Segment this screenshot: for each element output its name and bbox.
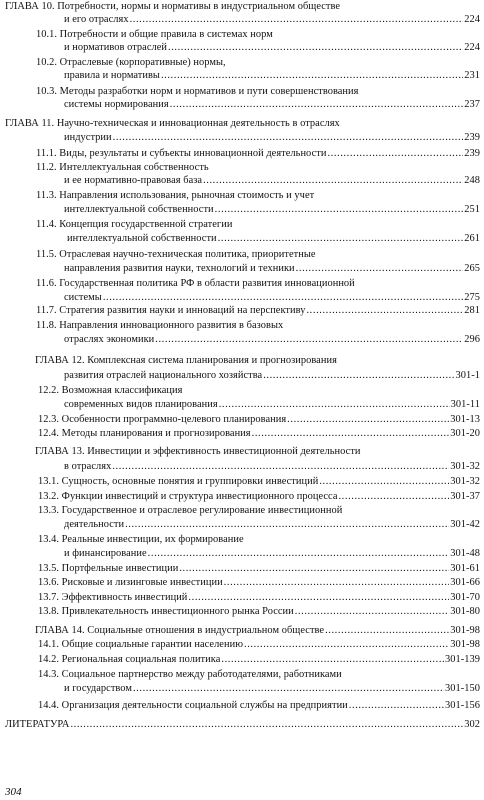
toc-entry — [38, 414, 480, 426]
toc-entry — [64, 175, 480, 187]
toc-entry — [67, 233, 480, 245]
toc-entry-page: 265 — [464, 263, 480, 274]
toc-entry-page: 301-11 — [450, 399, 480, 410]
toc-entry — [64, 292, 480, 304]
dot-leader — [325, 625, 449, 637]
dot-leader — [130, 14, 464, 26]
toc-entry — [38, 606, 480, 618]
toc-entry — [36, 148, 480, 160]
toc-entry — [35, 625, 480, 637]
toc-entry-page: 251 — [464, 204, 480, 215]
toc-entry-page: 301-37 — [450, 491, 480, 502]
toc-entry — [64, 370, 480, 382]
toc-entry-title: отраслях экономики — [64, 334, 155, 345]
toc-entry-title: развития отраслей национального хозяйства — [64, 370, 263, 381]
toc-entry-title: ГЛАВА 13. Инвестиции и эффективность инвестиционной деятельности — [35, 446, 361, 457]
toc-entry-title: системы — [64, 292, 102, 303]
dot-leader — [125, 519, 449, 531]
toc-entry-page: 301-150 — [445, 683, 480, 694]
toc-entry-title: 12.3. Особенности программно-целевого планирования — [38, 414, 287, 425]
toc-entry — [5, 719, 480, 731]
dot-leader — [287, 414, 449, 426]
toc-entry-page: 248 — [464, 175, 480, 186]
toc-entry-page: 301-1 — [455, 370, 480, 381]
toc-entry-title: 13.7. Эффективность инвестиций — [38, 592, 188, 603]
toc-entry-page: 301-66 — [450, 577, 480, 588]
toc-entry-title: 10.2. Отраслевые (корпоративные) нормы, — [36, 57, 226, 68]
dot-leader — [112, 461, 449, 473]
toc-entry-title: правила и нормативы — [64, 70, 160, 81]
dot-leader — [188, 592, 449, 604]
dot-leader — [296, 263, 464, 275]
toc-entry — [38, 654, 480, 666]
dot-leader — [349, 700, 444, 712]
toc-entry-title: 11.8. Направления инновационного развития в базовых — [36, 320, 284, 331]
toc-entry-title: 11.1. Виды, результаты и субъекты инновационной деятельности — [36, 148, 327, 159]
toc-entry-title: в отраслях — [64, 461, 112, 472]
toc-entry — [64, 70, 480, 82]
toc-entry-page: 231 — [464, 70, 480, 81]
toc-entry-title: 13.8. Привлекательность инвестиционного рынка России — [38, 606, 294, 617]
toc-entry-page: 237 — [464, 99, 480, 110]
dot-leader — [133, 683, 444, 695]
dot-leader — [219, 399, 450, 411]
dot-leader — [252, 428, 450, 440]
toc-entry-title: 13.5. Портфельные инвестиции — [38, 563, 179, 574]
dot-leader — [218, 233, 464, 245]
dot-leader — [148, 548, 450, 560]
dot-leader — [338, 491, 449, 503]
toc-entry-title: и его отраслях — [64, 14, 129, 25]
dot-leader — [295, 606, 449, 618]
toc-entry — [64, 99, 480, 111]
toc-entry-page: 301-61 — [450, 563, 480, 574]
toc-entry — [64, 548, 480, 560]
toc-entry-title: интеллектуальной собственности — [67, 233, 217, 244]
toc-entry-page: 301-70 — [450, 592, 480, 603]
dot-leader — [70, 719, 463, 731]
toc-entry-page: 301-139 — [445, 654, 480, 665]
toc-entry-title: и государством — [64, 683, 132, 694]
toc-entry — [38, 563, 480, 575]
toc-entry — [38, 700, 480, 712]
toc-entry-page: 302 — [464, 719, 480, 730]
toc-entry-title: ГЛАВА 14. Социальные отношения в индустриальном обществе — [35, 625, 325, 636]
dot-leader — [327, 148, 463, 160]
toc-entry — [64, 204, 480, 216]
toc-entry-title: ЛИТЕРАТУРА — [5, 719, 70, 730]
toc-entry-title: ГЛАВА 10. Потребности, нормы и нормативы в индустриальном обществе — [5, 1, 341, 12]
toc-entry-title: 14.1. Общие социальные гарантии населению — [38, 639, 244, 650]
toc-entry-page: 301-32 — [450, 461, 480, 472]
toc-entry-page: 301-32 — [450, 476, 480, 487]
toc-entry — [64, 42, 480, 54]
toc-entry-title: 10.1. Потребности и общие правила в системах норм — [36, 29, 273, 40]
dot-leader — [113, 132, 464, 144]
dot-leader — [306, 305, 463, 317]
toc-entry-page: 301-48 — [450, 548, 480, 559]
toc-entry-title: индустрии — [64, 132, 112, 143]
toc-entry-title: 13.3. Государственное и отраслевое регулирование инвестиционной — [38, 505, 343, 516]
page-number: 304 — [5, 786, 22, 798]
toc-entry — [38, 639, 480, 651]
toc-entry — [38, 577, 480, 589]
toc-entry-title: 14.2. Региональная социальная политика — [38, 654, 221, 665]
dot-leader — [221, 654, 444, 666]
toc-entry — [64, 683, 480, 695]
toc-entry-page: 296 — [464, 334, 480, 345]
toc-entry — [64, 334, 480, 346]
toc-entry-page: 224 — [464, 42, 480, 53]
toc-entry-title: интеллектуальной собственности — [64, 204, 214, 215]
toc-entry-title: 13.2. Функции инвестиций и структура инвестиционного процесса — [38, 491, 338, 502]
toc-entry-title: 13.1. Сущность, основные понятия и группировки инвестиций — [38, 476, 319, 487]
dot-leader — [179, 563, 449, 575]
toc-entry-page: 239 — [464, 132, 480, 143]
toc-entry-page: 301-80 — [450, 606, 480, 617]
toc-entry-title: ГЛАВА 11. Научно-техническая и инновационная деятельность в отраслях — [5, 118, 340, 129]
toc-entry-page: 301-156 — [445, 700, 480, 711]
dot-leader — [161, 70, 463, 82]
toc-entry — [64, 132, 480, 144]
toc-entry-title: направления развития науки, технологий и техники — [64, 263, 295, 274]
dot-leader — [244, 639, 449, 651]
toc-entry-title: и нормативов отраслей — [64, 42, 167, 53]
dot-leader — [170, 99, 464, 111]
toc-entry-page: 281 — [464, 305, 480, 316]
dot-leader — [155, 334, 463, 346]
toc-entry-page: 261 — [464, 233, 480, 244]
dot-leader — [168, 42, 463, 54]
toc-entry — [64, 519, 480, 531]
toc-entry-title: 11.7. Стратегия развития науки и инноваций на перспективу — [36, 305, 306, 316]
toc-entry — [38, 428, 480, 440]
toc-entry-title: деятельности — [64, 519, 125, 530]
toc-entry-page: 301-13 — [450, 414, 480, 425]
toc-entry — [38, 476, 480, 488]
toc-entry — [64, 461, 480, 473]
toc-entry — [64, 14, 480, 26]
toc-entry-title: 11.6. Государственная политика РФ в области развития инновационной — [36, 278, 355, 289]
toc-entry-title: 11.4. Концепция государственной стратегии — [36, 219, 233, 230]
toc-entry-title: 11.3. Направления использования, рыночная стоимость и учет — [36, 190, 315, 201]
toc-entry-page: 239 — [464, 148, 480, 159]
toc-entry-page: 224 — [464, 14, 480, 25]
toc-entry-title: 11.5. Отраслевая научно-техническая политика, приоритетные — [36, 249, 316, 260]
toc-entry-title: и ее нормативно-правовая база — [64, 175, 203, 186]
dot-leader — [203, 175, 463, 187]
toc-entry-page: 301-20 — [450, 428, 480, 439]
toc-entry — [36, 305, 480, 317]
dot-leader — [224, 577, 450, 589]
toc-entry-page: 275 — [464, 292, 480, 303]
toc-entry-title: 13.6. Рисковые и лизинговые инвестиции — [38, 577, 223, 588]
toc-entry-title: системы нормирования — [64, 99, 169, 110]
toc-entry-page: 301-98 — [450, 639, 480, 650]
toc-entry-page: 301-42 — [450, 519, 480, 530]
toc-entry — [64, 399, 480, 411]
toc-entry — [38, 592, 480, 604]
toc-entry-title: ГЛАВА 12. Комплексная система планирования и прогнозирования — [35, 355, 337, 366]
toc-entry-title: 11.2. Интеллектуальная собственность — [36, 162, 209, 173]
toc-entry-title: 14.3. Социальное партнерство между работодателями, работниками — [38, 669, 342, 680]
toc-entry-title: 14.4. Организация деятельности социальной службы на предприятии — [38, 700, 348, 711]
toc-entry-title: 13.4. Реальные инвестиции, их формирование — [38, 534, 244, 545]
dot-leader — [215, 204, 464, 216]
dot-leader — [263, 370, 454, 382]
toc-entry-title: и финансирование — [64, 548, 147, 559]
toc-entry-title: 12.2. Возможная классификация — [38, 385, 183, 396]
dot-leader — [319, 476, 449, 488]
toc-entry-title: 12.4. Методы планирования и прогнозирования — [38, 428, 251, 439]
toc-entry-title: 10.3. Методы разработки норм и нормативов и пути совершенствования — [36, 86, 359, 97]
toc-entry — [38, 491, 480, 503]
toc-entry-title: современных видов планирования — [64, 399, 218, 410]
toc-entry — [64, 263, 480, 275]
toc-entry-page: 301-98 — [450, 625, 480, 636]
dot-leader — [103, 292, 463, 304]
